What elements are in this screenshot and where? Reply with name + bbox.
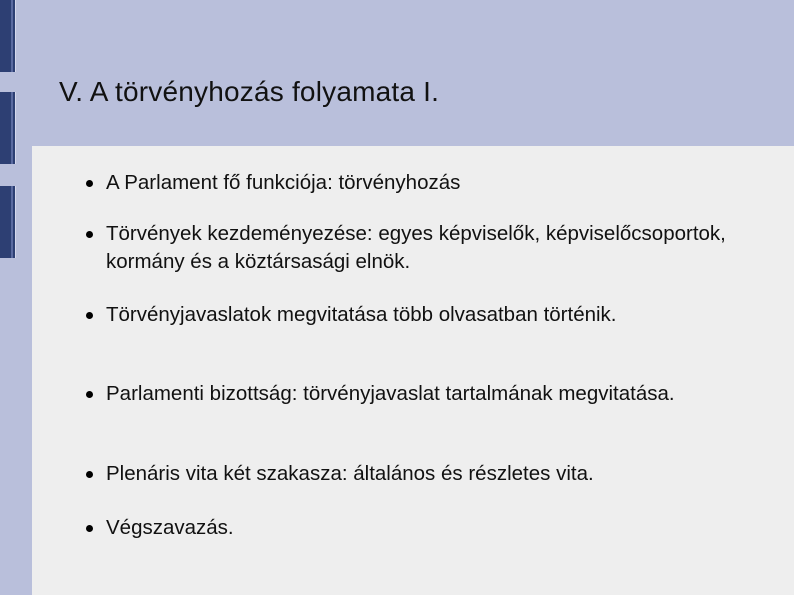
bullet-text: Plenáris vita két szakasza: általános és részletes vita. (106, 462, 594, 485)
bullet-dot-icon (86, 391, 93, 398)
decorative-edge-bar (0, 92, 16, 164)
decorative-edge-bar (0, 186, 16, 258)
bullet-dot-icon (86, 180, 93, 187)
bullet-dot-icon (86, 525, 93, 532)
bullet-text: Végszavazás. (106, 516, 234, 539)
content-panel (32, 146, 794, 595)
bullet-text: Törvényjavaslatok megvitatása több olvasatban történik. (106, 303, 617, 326)
bullet-text: Parlamenti bizottság: törvényjavaslat tartalmának megvitatása. (106, 382, 675, 405)
slide-title: V. A törvényhozás folyamata I. (59, 76, 440, 107)
bullet-dot-icon (86, 471, 93, 478)
bullet-text: A Parlament fő funkciója: törvényhozás (106, 171, 461, 194)
decorative-edge-bar (0, 0, 16, 72)
bullet-dot-icon (86, 312, 93, 319)
bullet-dot-icon (86, 231, 93, 238)
bullet-text: Törvények kezdeményezése: egyes képviselők, képviselőcsoportok, kormány és a köztársasági elnök. (106, 222, 726, 273)
